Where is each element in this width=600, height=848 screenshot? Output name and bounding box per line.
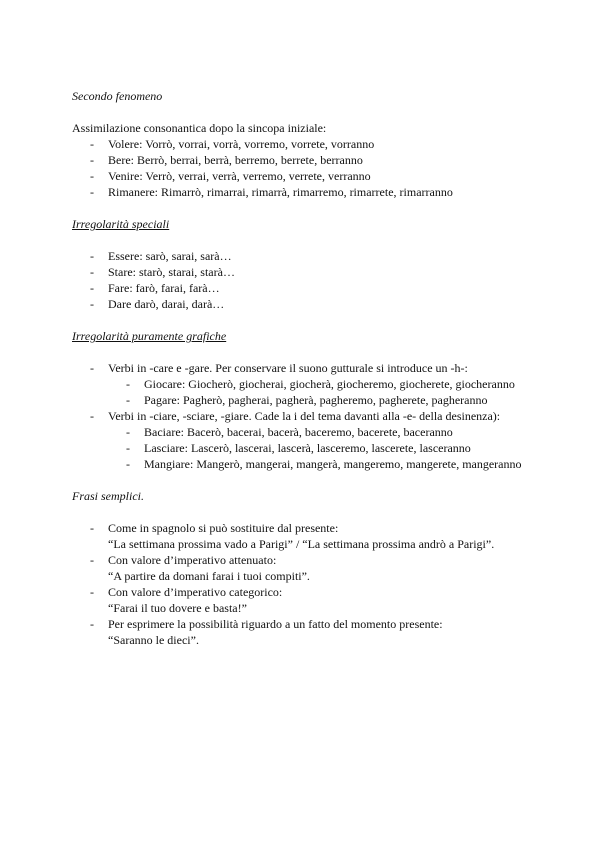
section-title-secondo-fenomeno: Secondo fenomeno [72, 89, 163, 103]
list-item-example: “A partire da domani farai i tuoi compiti”. [108, 569, 310, 583]
list-item: Per esprimere la possibilità riguardo a un fatto del momento presente: [108, 617, 443, 631]
sub-list-item: Pagare: Pagherò, pagherai, pagherà, pagheremo, pagherete, pagheranno [144, 393, 488, 407]
list-item: Venire: Verrò, verrai, verrà, verremo, verrete, verranno [108, 169, 371, 183]
bullet: - [90, 153, 94, 167]
bullet: - [90, 409, 94, 423]
bullet: - [90, 169, 94, 183]
bullet: - [90, 249, 94, 263]
bullet: - [126, 441, 130, 455]
sub-list-item: Lasciare: Lascerò, lascerai, lascerà, lasceremo, lascerete, lasceranno [144, 441, 471, 455]
bullet: - [126, 457, 130, 471]
list-item: Verbi in -ciare, -sciare, -giare. Cade la i del tema davanti alla -e- della desinenza): [108, 409, 501, 423]
section-title-frasi-semplici: Frasi semplici. [72, 489, 144, 503]
list-item: Con valore d’imperativo categorico: [108, 585, 283, 599]
bullet: - [126, 393, 130, 407]
bullet: - [90, 297, 94, 311]
list-item: Verbi in -care e -gare. Per conservare il suono gutturale si introduce un -h-: [108, 361, 468, 375]
sub-list-item: Giocare: Giocherò, giocherai, giocherà, giocheremo, giocherete, giocheranno [144, 377, 515, 391]
list-item: Fare: farò, farai, farà… [108, 281, 220, 295]
list-item: Essere: sarò, sarai, sarà… [108, 249, 232, 263]
bullet: - [126, 377, 130, 391]
bullet: - [90, 137, 94, 151]
bullet: - [90, 361, 94, 375]
sub-list-item: Mangiare: Mangerò, mangerai, mangerà, mangeremo, mangerete, mangeranno [144, 457, 522, 471]
bullet: - [90, 281, 94, 295]
list-item: Bere: Berrò, berrai, berrà, berremo, berrete, berranno [108, 153, 363, 167]
list-item: Volere: Vorrò, vorrai, vorrà, vorremo, vorrete, vorranno [108, 137, 375, 151]
bullet: - [90, 185, 94, 199]
list-item: Rimanere: Rimarrò, rimarrai, rimarrà, rimarremo, rimarrete, rimarranno [108, 185, 453, 199]
bullet: - [90, 521, 94, 535]
list-item-example: “Saranno le dieci”. [108, 633, 199, 647]
sub-list-item: Baciare: Bacerò, bacerai, bacerà, baceremo, bacerete, baceranno [144, 425, 453, 439]
list-item: Con valore d’imperativo attenuato: [108, 553, 277, 567]
secondo-intro: Assimilazione consonantica dopo la sincopa iniziale: [72, 121, 327, 135]
list-item: Stare: starò, starai, starà… [108, 265, 235, 279]
list-item-example: “La settimana prossima vado a Parigi” / “La settimana prossima andrò a Parigi”. [108, 537, 495, 551]
list-item-example: “Farai il tuo dovere e basta!” [108, 601, 247, 615]
section-title-irregolarita-speciali: Irregolarità speciali [72, 217, 170, 231]
bullet: - [90, 553, 94, 567]
bullet: - [90, 617, 94, 631]
section-title-irregolarita-grafiche: Irregolarità puramente grafiche [72, 329, 227, 343]
list-item: Dare darò, darai, darà… [108, 297, 225, 311]
bullet: - [126, 425, 130, 439]
bullet: - [90, 585, 94, 599]
list-item: Come in spagnolo si può sostituire dal presente: [108, 521, 339, 535]
bullet: - [90, 265, 94, 279]
